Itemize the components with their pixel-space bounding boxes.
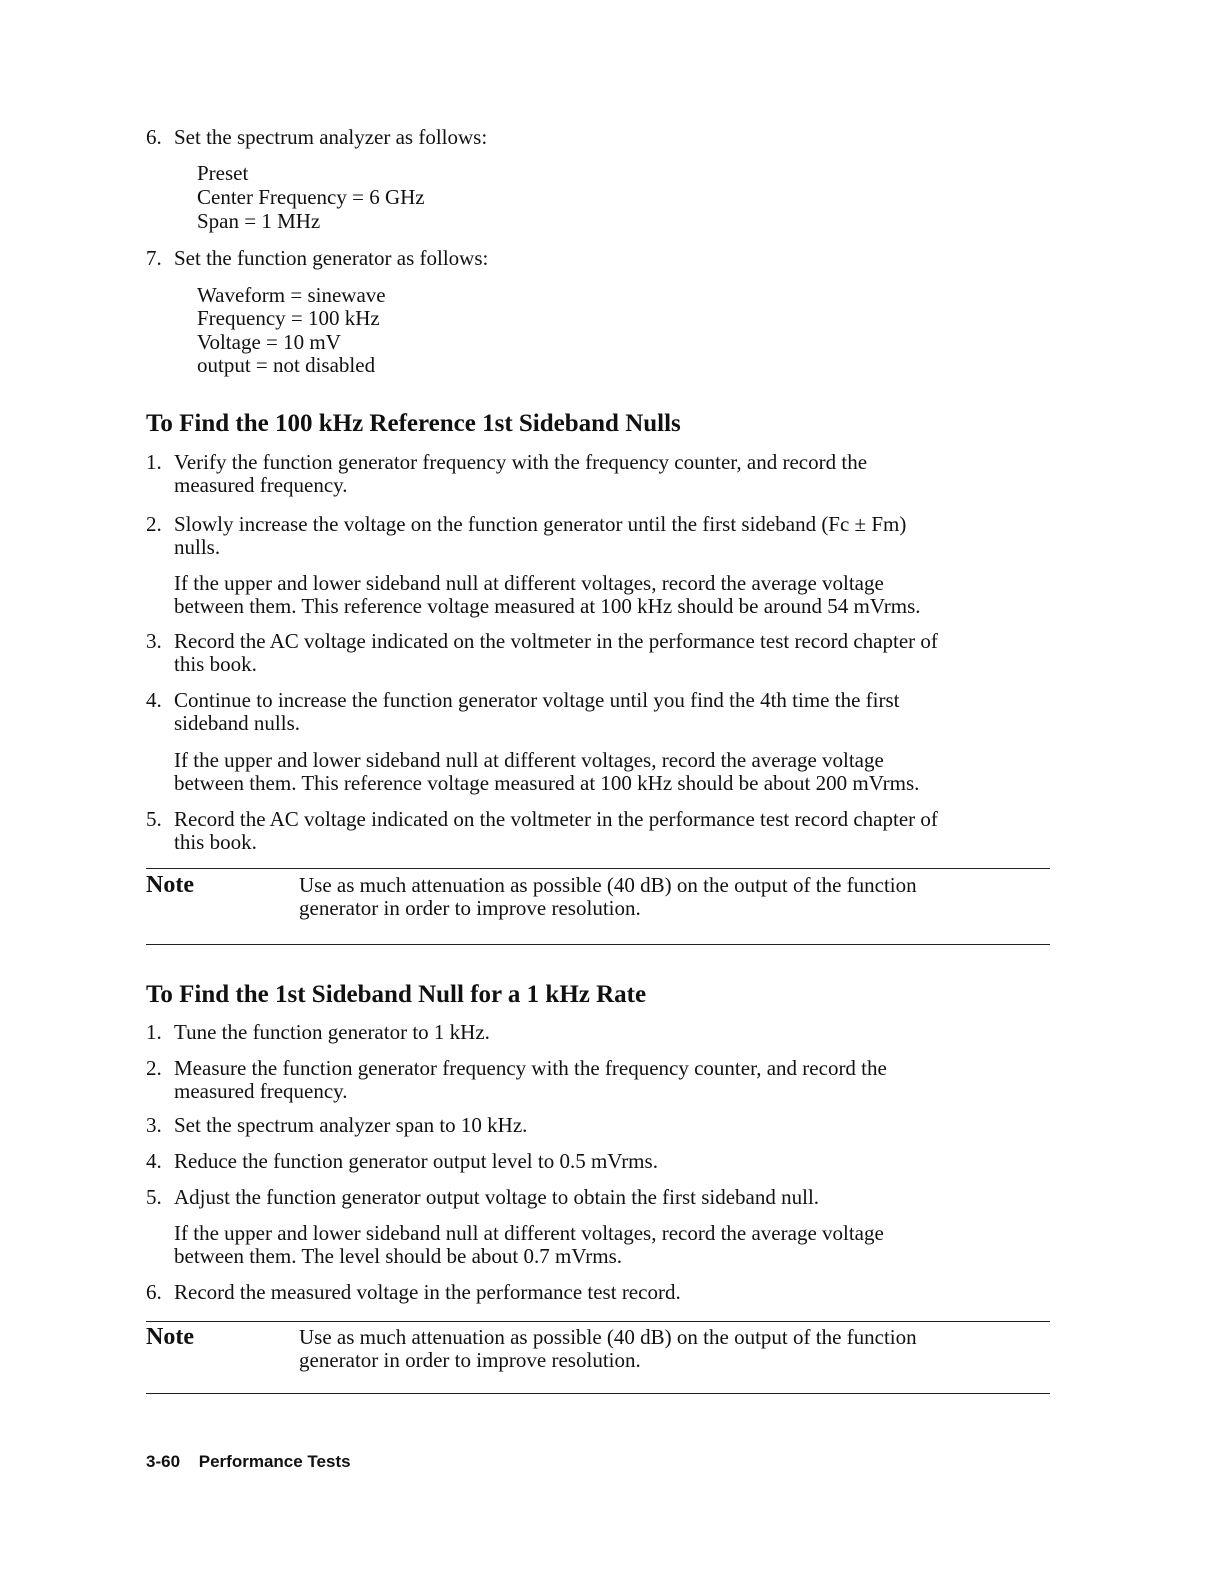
divider — [146, 944, 1050, 945]
step — [146, 1021, 1046, 1044]
step-number: 3. — [146, 1113, 162, 1137]
step-line: Record the measured voltage in the performance test record. — [174, 1280, 681, 1304]
step-line: Reduce the function generator output level to 0.5 mVrms. — [174, 1149, 658, 1173]
step — [146, 1281, 1046, 1304]
step-number: 7. — [146, 246, 162, 270]
step-text: Set the spectrum analyzer as follows: — [174, 125, 488, 149]
step-number: 3. — [146, 629, 162, 653]
step-line: this book. — [174, 652, 257, 676]
paragraph — [174, 1222, 1054, 1268]
step — [146, 808, 1046, 854]
step-line: Record the AC voltage indicated on the voltmeter in the performance test record chapter of — [174, 807, 938, 831]
step — [146, 513, 1046, 559]
divider — [146, 1321, 1050, 1322]
step-number: 1. — [146, 1020, 162, 1044]
step — [146, 451, 1046, 497]
paragraph-line: between them. The level should be about 0.7 mVrms. — [174, 1244, 623, 1268]
step-number: 2. — [146, 1056, 162, 1080]
setting-line: Frequency = 100 kHz — [197, 306, 380, 330]
step-line: measured frequency. — [174, 1079, 348, 1103]
step-line: Verify the function generator frequency with the frequency counter, and record the — [174, 450, 868, 474]
page-footer — [146, 1452, 351, 1472]
step-number: 4. — [146, 1149, 162, 1173]
step — [146, 630, 1046, 676]
step-7-function-generator — [146, 247, 1046, 270]
step-line: measured frequency. — [174, 473, 348, 497]
step-number: 6. — [146, 1280, 162, 1304]
step-number: 5. — [146, 807, 162, 831]
note-text — [299, 1326, 1039, 1372]
step-number: 6. — [146, 125, 162, 149]
paragraph-line: between them. This reference voltage measured at 100 kHz should be around 54 mVrms. — [174, 594, 921, 618]
note-line: Use as much attenuation as possible (40 dB) on the output of the function — [299, 873, 917, 897]
footer-section-title: Performance Tests — [198, 1452, 351, 1471]
paragraph — [174, 572, 1054, 618]
setting-line: output = not disabled — [197, 353, 376, 377]
note-line: generator in order to improve resolution. — [299, 896, 641, 920]
step-line: Measure the function generator frequency with the frequency counter, and record the — [174, 1056, 887, 1080]
step-line: Set the spectrum analyzer span to 10 kHz. — [174, 1113, 528, 1137]
step-line: nulls. — [174, 535, 221, 559]
step-line: Adjust the function generator output voltage to obtain the first sideband null. — [174, 1185, 820, 1209]
setting-line: Center Frequency = 6 GHz — [197, 185, 425, 209]
step — [146, 1150, 1046, 1173]
note-line: generator in order to improve resolution. — [299, 1348, 641, 1372]
setting-line: Span = 1 MHz — [197, 209, 321, 233]
step-text: Set the function generator as follows: — [174, 246, 489, 270]
paragraph — [174, 749, 1054, 795]
paragraph-line: between them. This reference voltage measured at 100 kHz should be about 200 mVrms. — [174, 771, 920, 795]
step-line: Record the AC voltage indicated on the voltmeter in the performance test record chapter of — [174, 629, 938, 653]
setting-line: Waveform = sinewave — [197, 283, 386, 307]
note-label: Note — [146, 1324, 194, 1350]
step-6-spectrum-analyzer — [146, 126, 1046, 149]
step-line: this book. — [174, 830, 257, 854]
paragraph-line: If the upper and lower sideband null at different voltages, record the average voltage — [174, 748, 884, 772]
note-line: Use as much attenuation as possible (40 dB) on the output of the function — [299, 1325, 917, 1349]
divider — [146, 868, 1050, 869]
section-heading: To Find the 1st Sideband Null for a 1 kHz Rate — [146, 981, 647, 1008]
note-text — [299, 874, 1039, 920]
step-line: sideband nulls. — [174, 711, 300, 735]
step-line: Tune the function generator to 1 kHz. — [174, 1020, 490, 1044]
step-number: 5. — [146, 1185, 162, 1209]
page-number: 3-60 — [146, 1452, 181, 1471]
setting-line: Voltage = 10 mV — [197, 330, 341, 354]
step-number: 1. — [146, 450, 162, 474]
step-line: Slowly increase the voltage on the function generator until the first sideband (Fc ± Fm) — [174, 512, 907, 536]
step — [146, 1114, 1046, 1137]
section-heading: To Find the 100 kHz Reference 1st Sideband Nulls — [146, 410, 681, 437]
setting-line: Preset — [197, 161, 249, 185]
paragraph-line: If the upper and lower sideband null at different voltages, record the average voltage — [174, 571, 884, 595]
step-number: 4. — [146, 688, 162, 712]
note-label: Note — [146, 872, 194, 898]
step — [146, 1057, 1046, 1103]
step — [146, 1186, 1046, 1209]
step-line: Continue to increase the function generator voltage until you find the 4th time the first — [174, 688, 900, 712]
divider — [146, 1393, 1050, 1394]
paragraph-line: If the upper and lower sideband null at different voltages, record the average voltage — [174, 1221, 884, 1245]
step-number: 2. — [146, 512, 162, 536]
step — [146, 689, 1046, 735]
